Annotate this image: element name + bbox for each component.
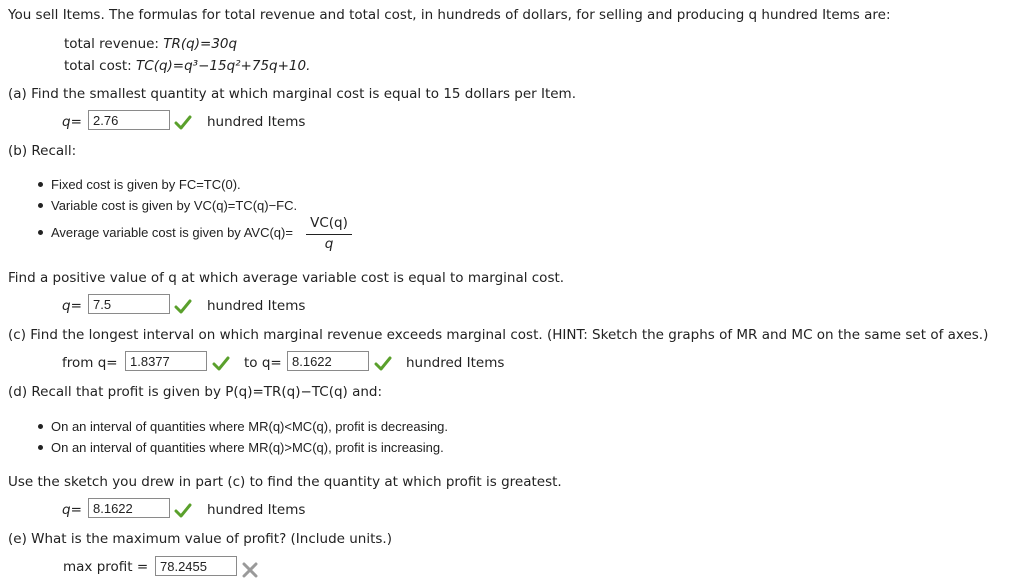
- part-b-bullet-2: Variable cost is given by VC(q)=TC(q)−FC.: [51, 198, 298, 213]
- total-revenue-formula: [64, 35, 237, 53]
- part-c-from-input[interactable]: 1.8377: [125, 351, 207, 371]
- check-icon: [174, 114, 192, 132]
- part-a-question: (a) Find the smallest quantity at which marginal cost is equal to 15 dollars per Item.: [8, 86, 577, 102]
- part-c-from-label: from q=: [62, 355, 118, 371]
- fraction-numerator: VC(q): [310, 215, 348, 231]
- part-b-label: q=: [62, 298, 82, 314]
- bullet-dot: [38, 230, 43, 235]
- fraction-bar: [306, 234, 352, 235]
- part-c-to-input[interactable]: 8.1622: [287, 351, 369, 371]
- check-icon: [374, 355, 392, 373]
- part-d-answer-input[interactable]: 8.1622: [88, 498, 170, 518]
- part-d-label: q=: [62, 502, 82, 518]
- part-a-unit: hundred Items: [207, 114, 306, 130]
- check-icon: [212, 355, 230, 373]
- total-revenue-expression: TR(q)=30q: [163, 36, 238, 52]
- part-e-answer-input[interactable]: 78.2455: [155, 556, 237, 576]
- total-cost-formula: [64, 57, 310, 75]
- check-icon: [174, 502, 192, 520]
- part-c-question: (c) Find the longest interval on which marginal revenue exceeds marginal cost. (HINT: Sketch the graphs of MR and MC on the same set of axes.): [8, 327, 989, 343]
- part-d-question: Use the sketch you drew in part (c) to find the quantity at which profit is greatest.: [8, 474, 562, 490]
- bullet-dot: [38, 182, 43, 187]
- cross-icon: [241, 561, 259, 579]
- intro-text: You sell Items. The formulas for total revenue and total cost, in hundreds of dollars, for selling and producing q hundred Items are:: [8, 7, 891, 23]
- total-cost-expression: TC(q)=q³−15q²+75q+10.: [136, 58, 311, 74]
- bullet-dot: [38, 424, 43, 429]
- part-a-label: q=: [62, 114, 82, 130]
- check-icon: [174, 298, 192, 316]
- part-b-answer-input[interactable]: 7.5: [88, 294, 170, 314]
- part-d-unit: hundred Items: [207, 502, 306, 518]
- part-b-question: Find a positive value of q at which average variable cost is equal to marginal cost.: [8, 270, 565, 286]
- part-c-to-label: to q=: [244, 355, 282, 371]
- part-b-heading: (b) Recall:: [8, 143, 77, 159]
- total-cost-label: total cost:: [64, 58, 132, 74]
- part-e-label: max profit =: [63, 559, 149, 575]
- bullet-dot: [38, 445, 43, 450]
- part-b-unit: hundred Items: [207, 298, 306, 314]
- fraction-denominator: q: [324, 236, 334, 252]
- total-revenue-label: total revenue:: [64, 36, 159, 52]
- bullet-dot: [38, 203, 43, 208]
- part-d-bullet-2: On an interval of quantities where MR(q)>MC(q), profit is increasing.: [51, 440, 444, 455]
- part-c-unit: hundred Items: [406, 355, 505, 371]
- part-d-bullet-1: On an interval of quantities where MR(q)<MC(q), profit is decreasing.: [51, 419, 449, 434]
- part-b-bullet-3: Average variable cost is given by AVC(q)=: [51, 225, 293, 240]
- part-a-answer-input[interactable]: 2.76: [88, 110, 170, 130]
- part-e-question: (e) What is the maximum value of profit? (Include units.): [8, 531, 392, 547]
- part-d-heading: (d) Recall that profit is given by P(q)=TR(q)−TC(q) and:: [8, 384, 383, 400]
- part-b-bullet-1: Fixed cost is given by FC=TC(0).: [51, 177, 241, 192]
